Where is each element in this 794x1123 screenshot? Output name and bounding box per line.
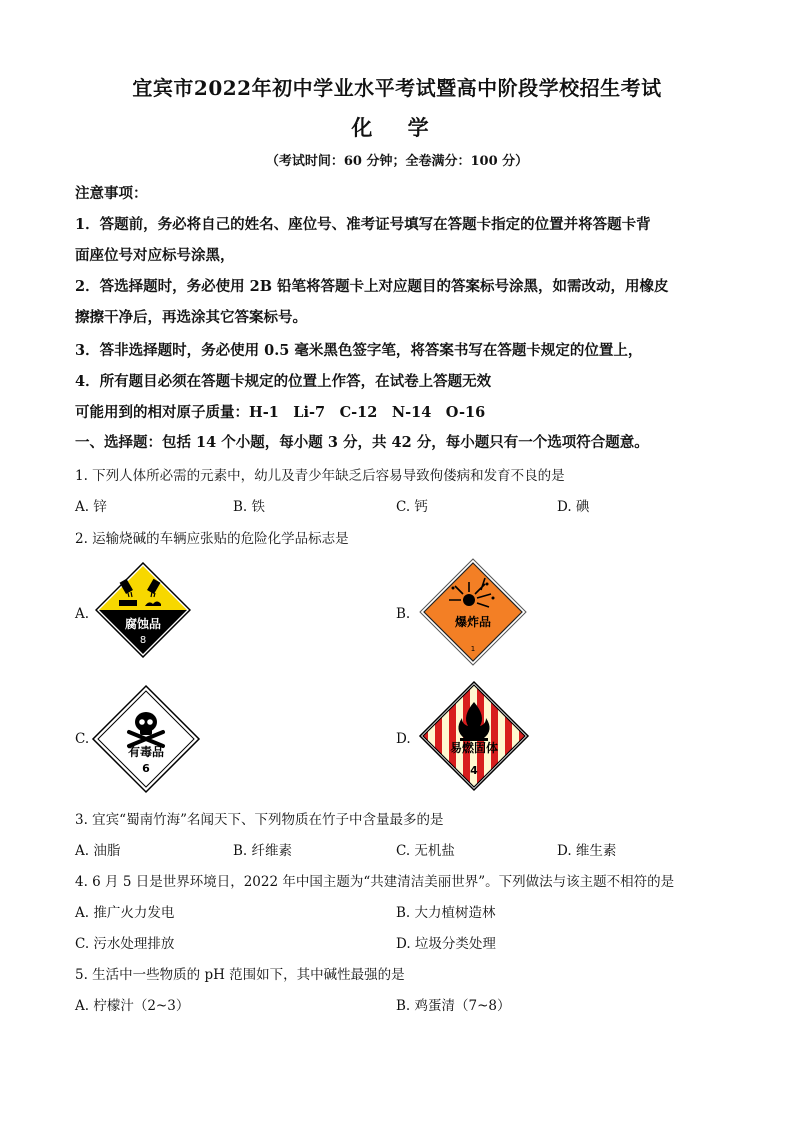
note-item-1-line-1: 1．答题前，务必将自己的姓名、座位号、准考证号填写在答题卡指定的位置并将答题卡背	[75, 216, 651, 233]
explosive-sign-class: 1	[470, 645, 476, 653]
corrosive-sign-class: 8	[139, 635, 147, 646]
question-2-stem: 2. 运输烧碱的车辆应张贴的危险化学品标志是	[75, 531, 349, 547]
flammable-sign-class: 4	[470, 764, 478, 777]
question-1-option-a: A. 锌	[75, 499, 107, 515]
question-2-option-c: C.	[75, 731, 90, 747]
question-2-option-a: A.	[75, 606, 90, 622]
toxic-sign-label: 有毒品	[127, 745, 165, 759]
question-4-option-a: A. 推广火力发电	[75, 905, 175, 921]
toxic-sign-class: 6	[142, 762, 150, 775]
question-3-option-a: A. 油脂	[75, 843, 121, 859]
explosive-sign-label: 爆炸品	[454, 615, 492, 629]
section-1-heading: 一、选择题：包括 14 个小题，每小题 3 分，共 42 分，每小题只有一个选项符合题意。	[75, 434, 649, 451]
note-item-3: 3．答非选择题时，务必使用 0.5 毫米黑色签字笔，将答案书写在答题卡规定的位置上，	[75, 342, 643, 359]
note-item-2-line-2: 擦擦干净后，再选涂其它答案标号。	[75, 309, 307, 326]
exam-info: （考试时间：60 分钟；全卷满分：100 分）	[265, 154, 529, 169]
question-1-stem: 1. 下列人体所必需的元素中，幼儿及青少年缺乏后容易导致佝偻病和发育不良的是	[75, 468, 565, 484]
question-5-option-a: A. 柠檬汁（2~3）	[75, 998, 190, 1014]
question-4-stem: 4. 6 月 5 日是世界环境日，2022 年中国主题为“共建清洁美丽世界”。下列做法与该主题不相符的是	[75, 874, 675, 890]
note-item-2-line-1: 2．答选择题时，务必使用 2B 铅笔将答题卡上对应题目的答案标号涂黑，如需改动，用橡皮	[75, 278, 669, 295]
question-1-option-c: C. 钙	[396, 499, 428, 515]
flammable-sign-label: 易燃固体	[449, 741, 499, 755]
note-item-4: 4．所有题目必须在答题卡规定的位置上作答，在试卷上答题无效	[75, 373, 492, 390]
question-2-option-b: B.	[396, 606, 411, 622]
note-item-1-line-2: 面座位号对应标号涂黑，	[75, 247, 235, 264]
corrosive-sign-label: 腐蚀品	[124, 617, 162, 631]
exam-title: 宜宾市2022年初中学业水平考试暨高中阶段学校招生考试	[132, 76, 662, 100]
corrosive-hazard-sign	[95, 562, 191, 658]
subject-title: 化 学	[351, 115, 443, 140]
question-3-option-d: D. 维生素	[557, 843, 617, 859]
explosive-hazard-sign	[419, 558, 527, 666]
flammable-solid-hazard-sign	[418, 680, 530, 792]
question-3-option-c: C. 无机盐	[396, 843, 455, 859]
question-4-option-d: D. 垃圾分类处理	[396, 936, 496, 952]
notes-heading: 注意事项：	[75, 185, 148, 202]
question-1-option-d: D. 碘	[557, 499, 590, 515]
question-5-stem: 5. 生活中一些物质的 pH 范围如下，其中碱性最强的是	[75, 967, 405, 983]
question-3-option-b: B. 纤维素	[233, 843, 293, 859]
question-1-option-b: B. 铁	[233, 499, 266, 515]
question-5-option-b: B. 鸡蛋清（7~8）	[396, 998, 511, 1014]
atomic-masses: 可能用到的相对原子质量：H-1 Li-7 C-12 N-14 O-16	[75, 404, 486, 421]
question-4-option-c: C. 污水处理排放	[75, 936, 175, 952]
question-4-option-b: B. 大力植树造林	[396, 905, 496, 921]
toxic-hazard-sign	[91, 684, 201, 794]
question-3-stem: 3. 宜宾“蜀南竹海”名闻天下、下列物质在竹子中含量最多的是	[75, 812, 444, 828]
question-2-option-d: D.	[396, 731, 411, 747]
